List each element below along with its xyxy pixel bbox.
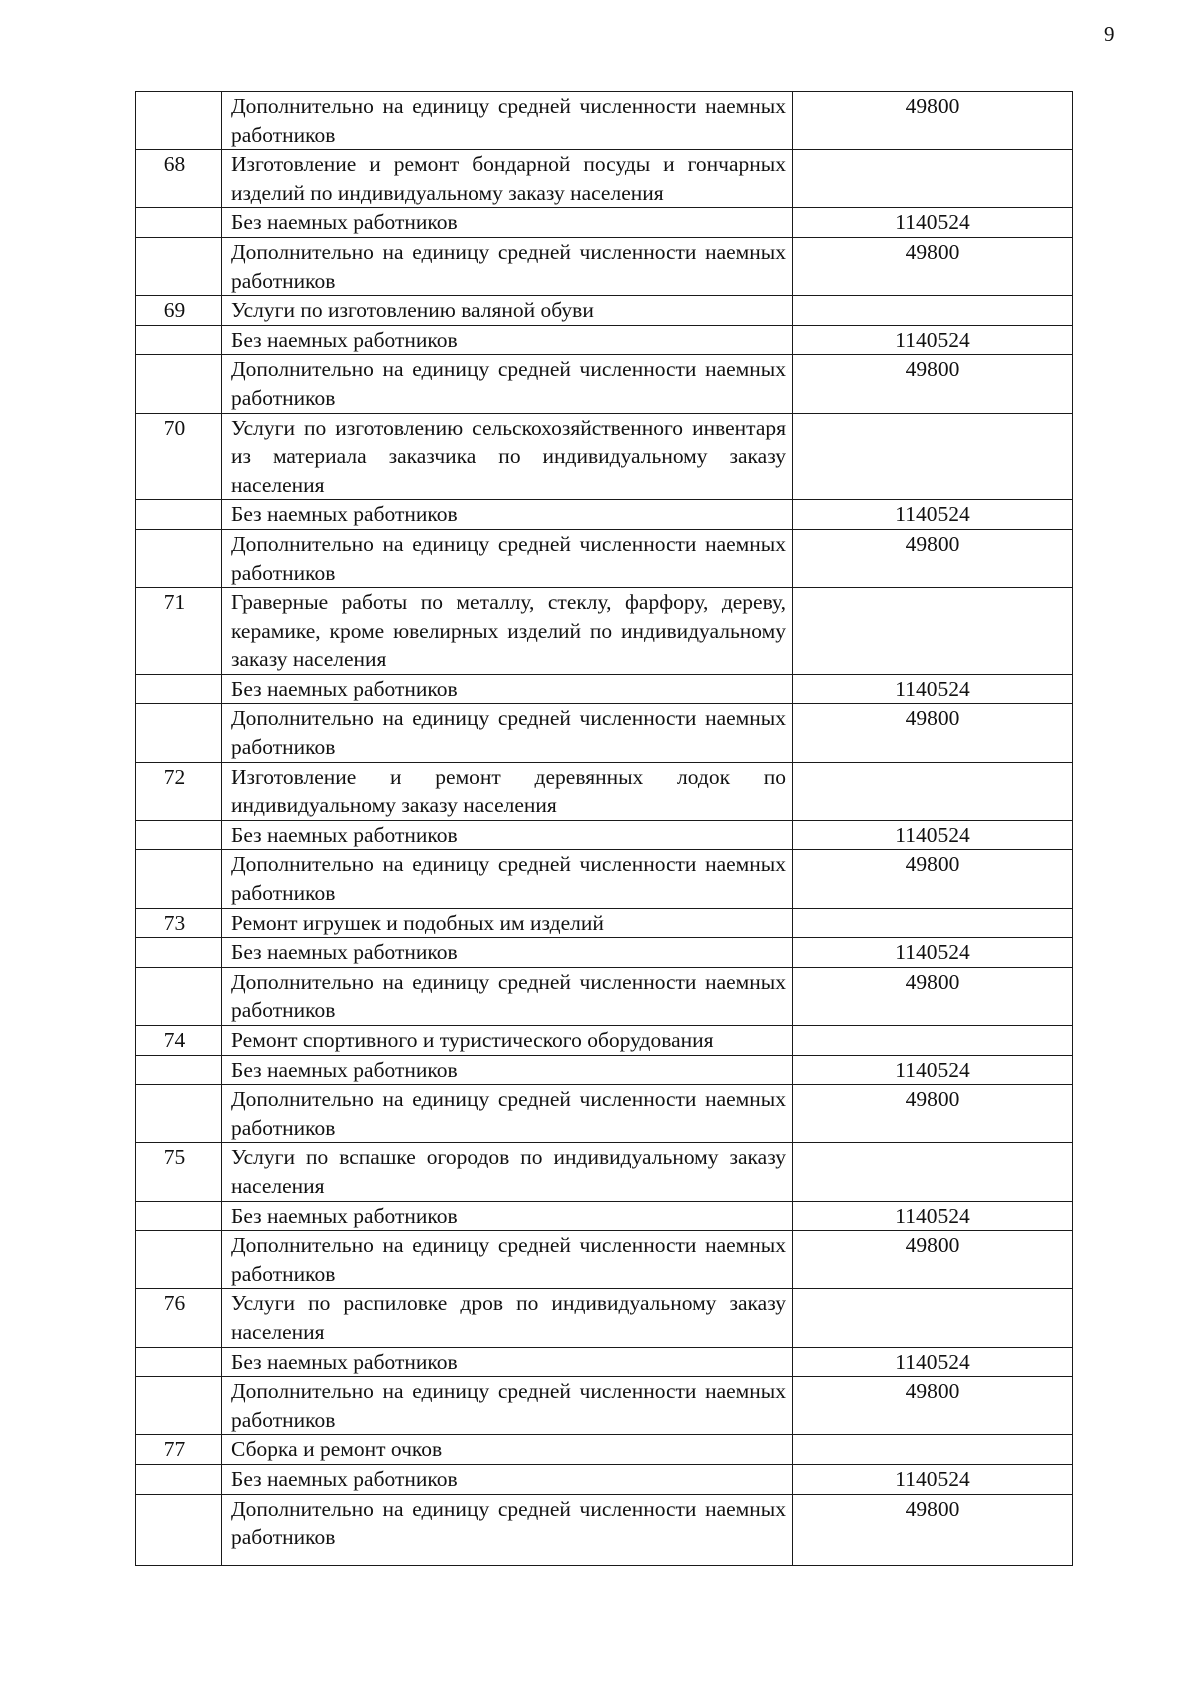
table-row	[136, 1347, 1073, 1377]
row-number-cell	[136, 1377, 222, 1435]
row-description-cell: Услуги по распиловке дров по индивидуальному заказу населения	[222, 1289, 793, 1347]
row-description-cell: Дополнительно на единицу средней численности наемных работников	[222, 355, 793, 413]
page-number: 9	[1104, 22, 1115, 46]
row-number-cell: 75	[136, 1143, 222, 1201]
row-description-cell: Дополнительно на единицу средней численности наемных работников	[222, 92, 793, 150]
row-number-cell	[136, 1231, 222, 1289]
table-row	[136, 1055, 1073, 1085]
table-row	[136, 1377, 1073, 1435]
row-number-cell	[136, 208, 222, 238]
row-value-cell	[793, 150, 1073, 208]
row-value-cell	[793, 1289, 1073, 1347]
row-value-cell: 1140524	[793, 1201, 1073, 1231]
table-row	[136, 704, 1073, 762]
table-row	[136, 500, 1073, 530]
row-description-cell: Сборка и ремонт очков	[222, 1435, 793, 1465]
row-value-cell: 1140524	[793, 1347, 1073, 1377]
row-value-cell	[793, 1435, 1073, 1465]
row-number-cell: 71	[136, 588, 222, 675]
row-value-cell: 1140524	[793, 325, 1073, 355]
row-description-cell: Услуги по изготовлению сельскохозяйственного инвентаря из материала заказчика по индивидуальному заказу населения	[222, 413, 793, 500]
row-number-cell: 74	[136, 1026, 222, 1056]
row-description-cell: Без наемных работников	[222, 1464, 793, 1494]
row-description-cell: Дополнительно на единицу средней численности наемных работников	[222, 967, 793, 1025]
row-value-cell: 49800	[793, 355, 1073, 413]
table-row	[136, 413, 1073, 500]
tariff-table	[135, 91, 1073, 1566]
table-row	[136, 1289, 1073, 1347]
row-value-cell: 49800	[793, 1231, 1073, 1289]
row-number-cell: 73	[136, 908, 222, 938]
row-value-cell: 49800	[793, 1085, 1073, 1143]
row-number-cell: 72	[136, 762, 222, 820]
row-value-cell: 49800	[793, 529, 1073, 587]
table-row	[136, 529, 1073, 587]
row-number-cell	[136, 325, 222, 355]
table-row	[136, 938, 1073, 968]
row-value-cell: 49800	[793, 1494, 1073, 1565]
row-value-cell: 49800	[793, 92, 1073, 150]
row-number-cell	[136, 1464, 222, 1494]
row-description-cell: Без наемных работников	[222, 1201, 793, 1231]
table-row	[136, 1464, 1073, 1494]
table-row	[136, 908, 1073, 938]
table-row	[136, 355, 1073, 413]
row-value-cell: 1140524	[793, 674, 1073, 704]
row-description-cell: Дополнительно на единицу средней численности наемных работников	[222, 237, 793, 295]
row-description-cell: Без наемных работников	[222, 325, 793, 355]
row-value-cell	[793, 1143, 1073, 1201]
table-row	[136, 150, 1073, 208]
row-description-cell: Без наемных работников	[222, 674, 793, 704]
row-number-cell	[136, 1201, 222, 1231]
row-value-cell: 1140524	[793, 1464, 1073, 1494]
row-description-cell: Без наемных работников	[222, 1055, 793, 1085]
row-number-cell	[136, 529, 222, 587]
row-value-cell: 1140524	[793, 1055, 1073, 1085]
row-number-cell	[136, 1085, 222, 1143]
row-description-cell: Дополнительно на единицу средней численности наемных работников	[222, 1494, 793, 1565]
row-number-cell	[136, 500, 222, 530]
row-value-cell	[793, 762, 1073, 820]
row-number-cell: 69	[136, 296, 222, 326]
row-value-cell	[793, 296, 1073, 326]
row-description-cell: Услуги по вспашке огородов по индивидуальному заказу населения	[222, 1143, 793, 1201]
row-value-cell: 49800	[793, 704, 1073, 762]
row-description-cell: Без наемных работников	[222, 208, 793, 238]
table-row	[136, 850, 1073, 908]
row-number-cell	[136, 938, 222, 968]
row-number-cell	[136, 92, 222, 150]
row-number-cell: 68	[136, 150, 222, 208]
table-row	[136, 1026, 1073, 1056]
row-value-cell: 1140524	[793, 938, 1073, 968]
table-row	[136, 325, 1073, 355]
row-description-cell: Граверные работы по металлу, стеклу, фарфору, дереву, керамике, кроме ювелирных изделий по индивидуальному заказу населения	[222, 588, 793, 675]
row-value-cell: 49800	[793, 237, 1073, 295]
row-description-cell: Дополнительно на единицу средней численности наемных работников	[222, 704, 793, 762]
row-description-cell: Изготовление и ремонт деревянных лодок по индивидуальному заказу населения	[222, 762, 793, 820]
table-row	[136, 1435, 1073, 1465]
row-description-cell: Дополнительно на единицу средней численности наемных работников	[222, 1231, 793, 1289]
row-description-cell: Дополнительно на единицу средней численности наемных работников	[222, 850, 793, 908]
row-description-cell: Ремонт спортивного и туристического оборудования	[222, 1026, 793, 1056]
row-number-cell	[136, 850, 222, 908]
table-row	[136, 967, 1073, 1025]
row-value-cell: 49800	[793, 1377, 1073, 1435]
row-value-cell: 49800	[793, 967, 1073, 1025]
row-description-cell: Услуги по изготовлению валяной обуви	[222, 296, 793, 326]
row-description-cell: Дополнительно на единицу средней численности наемных работников	[222, 1085, 793, 1143]
table-body	[136, 92, 1073, 1566]
row-description-cell: Дополнительно на единицу средней численности наемных работников	[222, 1377, 793, 1435]
table-row	[136, 1494, 1073, 1565]
row-value-cell: 1140524	[793, 820, 1073, 850]
table-row	[136, 296, 1073, 326]
row-value-cell	[793, 588, 1073, 675]
row-description-cell: Ремонт игрушек и подобных им изделий	[222, 908, 793, 938]
row-value-cell: 1140524	[793, 500, 1073, 530]
row-number-cell: 77	[136, 1435, 222, 1465]
table-row	[136, 1085, 1073, 1143]
row-number-cell	[136, 820, 222, 850]
row-number-cell	[136, 1494, 222, 1565]
row-description-cell: Дополнительно на единицу средней численности наемных работников	[222, 529, 793, 587]
row-number-cell: 76	[136, 1289, 222, 1347]
table-row	[136, 588, 1073, 675]
row-number-cell	[136, 1347, 222, 1377]
row-value-cell: 49800	[793, 850, 1073, 908]
table-row	[136, 762, 1073, 820]
table-row	[136, 1201, 1073, 1231]
row-description-cell: Изготовление и ремонт бондарной посуды и гончарных изделий по индивидуальному заказу населения	[222, 150, 793, 208]
row-number-cell: 70	[136, 413, 222, 500]
row-number-cell	[136, 674, 222, 704]
row-description-cell: Без наемных работников	[222, 1347, 793, 1377]
row-description-cell: Без наемных работников	[222, 820, 793, 850]
row-number-cell	[136, 237, 222, 295]
table-row	[136, 674, 1073, 704]
table-row	[136, 1231, 1073, 1289]
row-number-cell	[136, 355, 222, 413]
row-value-cell: 1140524	[793, 208, 1073, 238]
row-value-cell	[793, 908, 1073, 938]
row-description-cell: Без наемных работников	[222, 938, 793, 968]
row-value-cell	[793, 413, 1073, 500]
table-row	[136, 208, 1073, 238]
table-row	[136, 820, 1073, 850]
row-description-cell: Без наемных работников	[222, 500, 793, 530]
row-value-cell	[793, 1026, 1073, 1056]
table-row	[136, 1143, 1073, 1201]
table-row	[136, 237, 1073, 295]
row-number-cell	[136, 967, 222, 1025]
row-number-cell	[136, 1055, 222, 1085]
table-row	[136, 92, 1073, 150]
row-number-cell	[136, 704, 222, 762]
